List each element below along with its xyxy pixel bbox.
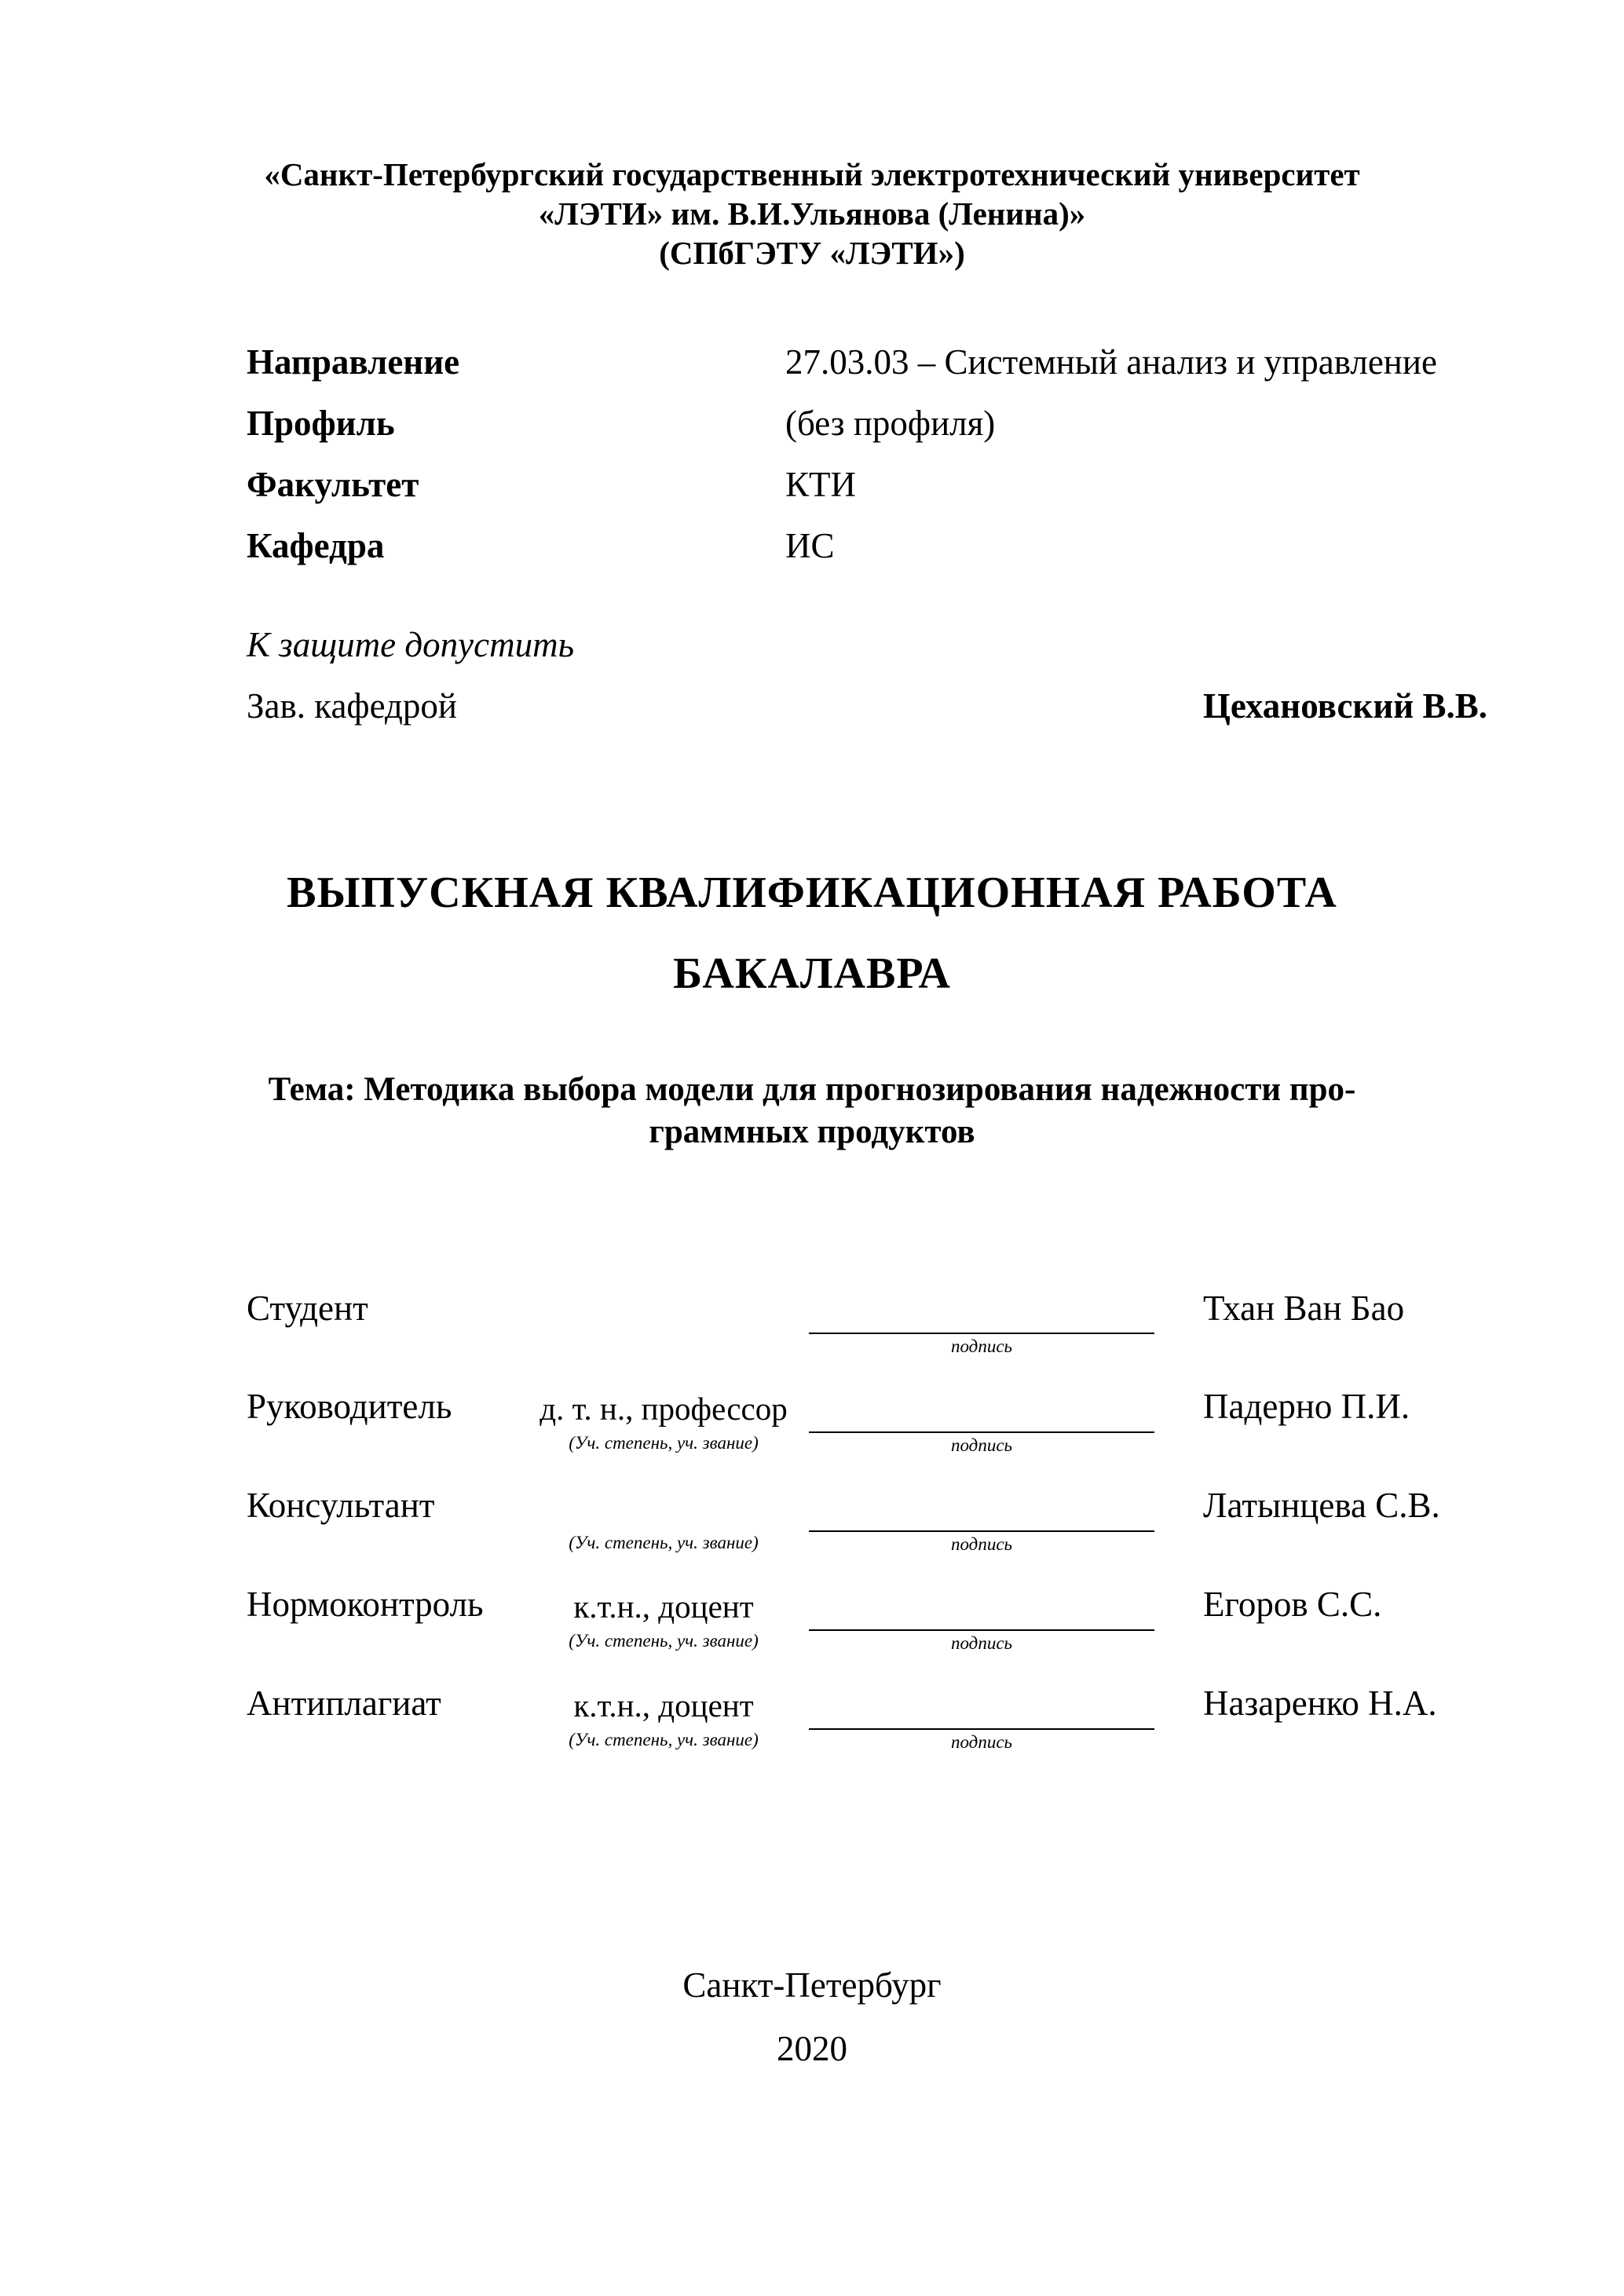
signature-caption: подпись [950, 1534, 1012, 1554]
direction-value: 27.03.03 – Системный анализ и управление [785, 342, 1437, 382]
admit-to-defense: К защите допустить [247, 625, 575, 664]
department-value: ИС [785, 526, 835, 565]
topic-line1: Тема: Методика выбора модели для прогнозирования надежности про- [268, 1071, 1356, 1108]
city: Санкт-Петербург [682, 1965, 942, 2005]
degree-caption: (Уч. степень, уч. звание) [569, 1631, 759, 1651]
head-of-department-role: Зав. кафедрой [247, 686, 457, 726]
university-name-line2: «ЛЭТИ» им. В.И.Ульянова (Ленина)» [538, 196, 1086, 232]
signature-name-norm-control: Егоров С.С. [1203, 1585, 1382, 1624]
signature-caption: подпись [950, 1732, 1012, 1752]
year: 2020 [777, 2029, 847, 2068]
direction-label: Направление [247, 342, 460, 382]
signature-role-antiplagiarism: Антиплагиат [247, 1684, 441, 1723]
degree-caption: (Уч. степень, уч. звание) [569, 1433, 759, 1453]
signature-line-antiplagiarism [809, 1728, 1154, 1730]
faculty-label: Факультет [247, 465, 419, 504]
signature-name-supervisor: Падерно П.И. [1203, 1387, 1410, 1426]
university-abbreviation: (СПбГЭТУ «ЛЭТИ») [659, 235, 965, 271]
signature-line-supervisor [809, 1431, 1154, 1433]
supervisor-degree: д. т. н., профессор [540, 1391, 788, 1427]
faculty-value: КТИ [785, 465, 856, 504]
head-of-department-name: Цехановский В.В. [1202, 686, 1487, 726]
antiplagiarism-degree: к.т.н., доцент [573, 1687, 754, 1724]
work-title-line2: БАКАЛАВРА [673, 949, 951, 998]
signature-caption: подпись [950, 1336, 1012, 1356]
signature-role-norm-control: Нормоконтроль [247, 1585, 484, 1624]
department-label: Кафедра [247, 526, 385, 565]
signature-role-supervisor: Руководитель [247, 1387, 452, 1426]
profile-value: (без профиля) [785, 404, 996, 443]
signature-role-student: Студент [247, 1289, 368, 1328]
signature-line-norm-control [809, 1629, 1154, 1631]
norm-control-degree: к.т.н., доцент [573, 1589, 754, 1625]
signature-caption: подпись [950, 1435, 1012, 1455]
work-title-line1: ВЫПУСКНАЯ КВАЛИФИКАЦИОННАЯ РАБОТА [287, 868, 1337, 917]
university-name-line1: «Санкт-Петербургский государственный электротехнический университет [264, 156, 1360, 192]
topic-line2: граммных продуктов [649, 1113, 975, 1150]
profile-label: Профиль [247, 404, 395, 443]
signature-name-student: Тхан Ван Бао [1203, 1289, 1405, 1328]
signature-line-consultant [809, 1530, 1154, 1532]
signature-role-consultant: Консультант [247, 1486, 435, 1525]
signature-line-student [809, 1333, 1154, 1334]
signature-name-consultant: Латынцева С.В. [1203, 1486, 1440, 1525]
signature-caption: подпись [950, 1633, 1012, 1653]
degree-caption: (Уч. степень, уч. звание) [569, 1730, 759, 1749]
degree-caption: (Уч. степень, уч. звание) [569, 1533, 759, 1552]
signature-name-antiplagiarism: Назаренко Н.А. [1203, 1684, 1437, 1723]
